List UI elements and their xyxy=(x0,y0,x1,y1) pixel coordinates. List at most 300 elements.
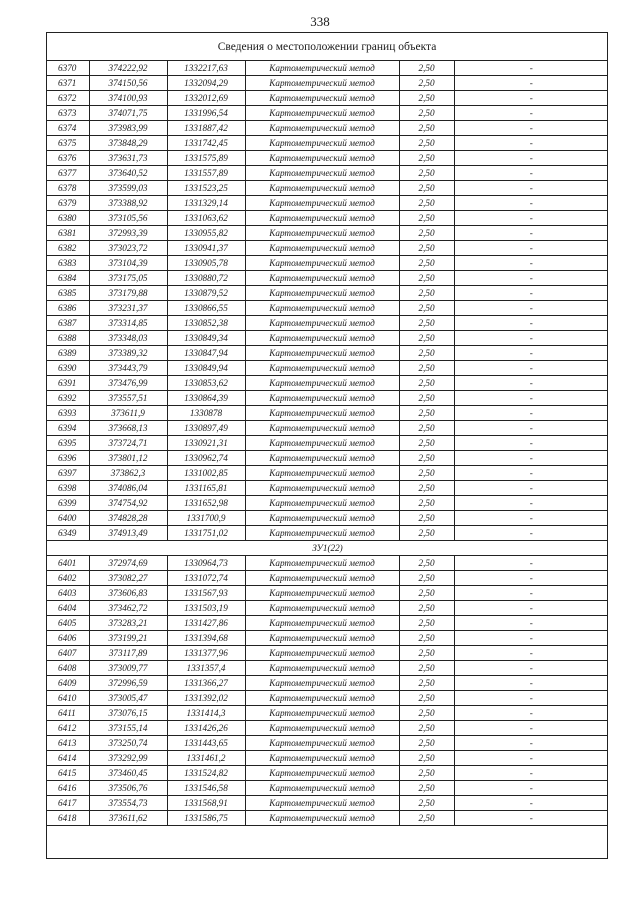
cell-method: Картометрический метод xyxy=(245,481,399,496)
cell-y-coordinate: 1330955,82 xyxy=(167,226,245,241)
cell-method: Картометрический метод xyxy=(245,76,399,91)
cell-point-number: 6410 xyxy=(47,691,89,706)
cell-x-coordinate: 373292,99 xyxy=(89,751,167,766)
cell-method: Картометрический метод xyxy=(245,496,399,511)
table-row xyxy=(47,61,608,76)
cell-point-number: 6402 xyxy=(47,571,89,586)
cell-y-coordinate: 1331443,65 xyxy=(167,736,245,751)
table-row xyxy=(47,511,608,526)
cell-accuracy: 2,50 xyxy=(399,751,454,766)
cell-y-coordinate: 1331887,42 xyxy=(167,121,245,136)
cell-method: Картометрический метод xyxy=(245,706,399,721)
cell-accuracy: 2,50 xyxy=(399,241,454,256)
cell-description: - xyxy=(454,721,608,736)
table-row xyxy=(47,421,608,436)
cell-y-coordinate: 1330905,78 xyxy=(167,256,245,271)
cell-x-coordinate: 373983,99 xyxy=(89,121,167,136)
cell-y-coordinate: 1331503,19 xyxy=(167,601,245,616)
cell-accuracy: 2,50 xyxy=(399,406,454,421)
cell-description: - xyxy=(454,91,608,106)
cell-description: - xyxy=(454,496,608,511)
cell-accuracy: 2,50 xyxy=(399,676,454,691)
cell-accuracy: 2,50 xyxy=(399,151,454,166)
cell-description: - xyxy=(454,196,608,211)
cell-accuracy: 2,50 xyxy=(399,436,454,451)
cell-method: Картометрический метод xyxy=(245,781,399,796)
cell-accuracy: 2,50 xyxy=(399,196,454,211)
table-row xyxy=(47,481,608,496)
cell-method: Картометрический метод xyxy=(245,526,399,541)
cell-point-number: 6385 xyxy=(47,286,89,301)
cell-point-number: 6388 xyxy=(47,331,89,346)
table-row xyxy=(47,646,608,661)
cell-x-coordinate: 373631,73 xyxy=(89,151,167,166)
cell-description: - xyxy=(454,376,608,391)
cell-accuracy: 2,50 xyxy=(399,331,454,346)
cell-y-coordinate: 1330853,62 xyxy=(167,376,245,391)
cell-description: - xyxy=(454,151,608,166)
cell-x-coordinate: 373104,39 xyxy=(89,256,167,271)
cell-point-number: 6374 xyxy=(47,121,89,136)
cell-y-coordinate: 1330847,94 xyxy=(167,346,245,361)
cell-y-coordinate: 1331557,89 xyxy=(167,166,245,181)
cell-description: - xyxy=(454,286,608,301)
cell-y-coordinate: 1331461,2 xyxy=(167,751,245,766)
cell-description: - xyxy=(454,811,608,826)
cell-accuracy: 2,50 xyxy=(399,361,454,376)
cell-accuracy: 2,50 xyxy=(399,226,454,241)
cell-point-number: 6407 xyxy=(47,646,89,661)
cell-x-coordinate: 373506,76 xyxy=(89,781,167,796)
cell-x-coordinate: 373862,3 xyxy=(89,466,167,481)
cell-x-coordinate: 373283,21 xyxy=(89,616,167,631)
cell-x-coordinate: 372996,59 xyxy=(89,676,167,691)
cell-accuracy: 2,50 xyxy=(399,301,454,316)
cell-x-coordinate: 374913,49 xyxy=(89,526,167,541)
table-row xyxy=(47,796,608,811)
table-row xyxy=(47,436,608,451)
cell-point-number: 6382 xyxy=(47,241,89,256)
cell-method: Картометрический метод xyxy=(245,646,399,661)
cell-method: Картометрический метод xyxy=(245,466,399,481)
cell-point-number: 6373 xyxy=(47,106,89,121)
cell-method: Картометрический метод xyxy=(245,751,399,766)
cell-y-coordinate: 1330879,52 xyxy=(167,286,245,301)
cell-point-number: 6398 xyxy=(47,481,89,496)
cell-x-coordinate: 373175,05 xyxy=(89,271,167,286)
cell-y-coordinate: 1332094,29 xyxy=(167,76,245,91)
table-row xyxy=(47,496,608,511)
cell-accuracy: 2,50 xyxy=(399,661,454,676)
cell-x-coordinate: 373554,73 xyxy=(89,796,167,811)
cell-y-coordinate: 1330897,49 xyxy=(167,421,245,436)
cell-point-number: 6413 xyxy=(47,736,89,751)
cell-accuracy: 2,50 xyxy=(399,691,454,706)
table-row xyxy=(47,151,608,166)
cell-method: Картометрический метод xyxy=(245,676,399,691)
cell-y-coordinate: 1330880,72 xyxy=(167,271,245,286)
cell-method: Картометрический метод xyxy=(245,241,399,256)
cell-description: - xyxy=(454,391,608,406)
cell-point-number: 6393 xyxy=(47,406,89,421)
cell-y-coordinate: 1330849,94 xyxy=(167,361,245,376)
cell-point-number: 6383 xyxy=(47,256,89,271)
cell-x-coordinate: 374828,28 xyxy=(89,511,167,526)
table-row xyxy=(47,181,608,196)
cell-method: Картометрический метод xyxy=(245,811,399,826)
cell-description: - xyxy=(454,586,608,601)
cell-point-number: 6397 xyxy=(47,466,89,481)
cell-x-coordinate: 373314,85 xyxy=(89,316,167,331)
cell-accuracy: 2,50 xyxy=(399,781,454,796)
cell-y-coordinate: 1330852,38 xyxy=(167,316,245,331)
cell-point-number: 6400 xyxy=(47,511,89,526)
cell-accuracy: 2,50 xyxy=(399,106,454,121)
cell-x-coordinate: 373599,03 xyxy=(89,181,167,196)
table-row xyxy=(47,751,608,766)
cell-description: - xyxy=(454,466,608,481)
cell-method: Картометрический метод xyxy=(245,436,399,451)
cell-point-number: 6376 xyxy=(47,151,89,166)
cell-accuracy: 2,50 xyxy=(399,631,454,646)
cell-y-coordinate: 1331568,91 xyxy=(167,796,245,811)
cell-method: Картометрический метод xyxy=(245,166,399,181)
cell-y-coordinate: 1331063,62 xyxy=(167,211,245,226)
cell-point-number: 6390 xyxy=(47,361,89,376)
cell-method: Картометрический метод xyxy=(245,361,399,376)
table-row xyxy=(47,451,608,466)
cell-y-coordinate: 1330921,31 xyxy=(167,436,245,451)
table-row xyxy=(47,661,608,676)
table-row xyxy=(47,76,608,91)
table-row xyxy=(47,136,608,151)
cell-accuracy: 2,50 xyxy=(399,601,454,616)
cell-point-number: 6417 xyxy=(47,796,89,811)
cell-accuracy: 2,50 xyxy=(399,646,454,661)
table-row xyxy=(47,466,608,481)
cell-x-coordinate: 373640,52 xyxy=(89,166,167,181)
table-row xyxy=(47,256,608,271)
cell-description: - xyxy=(454,121,608,136)
cell-point-number: 6381 xyxy=(47,226,89,241)
cell-method: Картометрический метод xyxy=(245,451,399,466)
cell-x-coordinate: 373443,79 xyxy=(89,361,167,376)
cell-x-coordinate: 373611,9 xyxy=(89,406,167,421)
cell-accuracy: 2,50 xyxy=(399,526,454,541)
table-row xyxy=(47,631,608,646)
cell-x-coordinate: 374222,92 xyxy=(89,61,167,76)
cell-accuracy: 2,50 xyxy=(399,136,454,151)
table-row xyxy=(47,346,608,361)
cell-method: Картометрический метод xyxy=(245,586,399,601)
cell-description: - xyxy=(454,571,608,586)
cell-point-number: 6396 xyxy=(47,451,89,466)
cell-point-number: 6387 xyxy=(47,316,89,331)
cell-method: Картометрический метод xyxy=(245,406,399,421)
cell-y-coordinate: 1331377,96 xyxy=(167,646,245,661)
cell-y-coordinate: 1332217,63 xyxy=(167,61,245,76)
cell-x-coordinate: 373460,45 xyxy=(89,766,167,781)
table-row xyxy=(47,676,608,691)
cell-description: - xyxy=(454,226,608,241)
cell-method: Картометрический метод xyxy=(245,61,399,76)
table-row xyxy=(47,616,608,631)
cell-y-coordinate: 1331700,9 xyxy=(167,511,245,526)
cell-method: Картометрический метод xyxy=(245,121,399,136)
cell-description: - xyxy=(454,181,608,196)
cell-x-coordinate: 373250,74 xyxy=(89,736,167,751)
cell-point-number: 6389 xyxy=(47,346,89,361)
cell-method: Картометрический метод xyxy=(245,106,399,121)
cell-method: Картометрический метод xyxy=(245,301,399,316)
cell-accuracy: 2,50 xyxy=(399,91,454,106)
cell-point-number: 6416 xyxy=(47,781,89,796)
cell-y-coordinate: 1331165,81 xyxy=(167,481,245,496)
cell-accuracy: 2,50 xyxy=(399,721,454,736)
cell-x-coordinate: 372974,69 xyxy=(89,556,167,571)
cell-point-number: 6379 xyxy=(47,196,89,211)
cell-point-number: 6375 xyxy=(47,136,89,151)
cell-x-coordinate: 373117,89 xyxy=(89,646,167,661)
cell-point-number: 6394 xyxy=(47,421,89,436)
table-row xyxy=(47,166,608,181)
cell-description: - xyxy=(454,301,608,316)
cell-description: - xyxy=(454,511,608,526)
cell-x-coordinate: 373462,72 xyxy=(89,601,167,616)
cell-point-number: 6415 xyxy=(47,766,89,781)
cell-accuracy: 2,50 xyxy=(399,481,454,496)
cell-accuracy: 2,50 xyxy=(399,496,454,511)
cell-accuracy: 2,50 xyxy=(399,316,454,331)
cell-x-coordinate: 373005,47 xyxy=(89,691,167,706)
cell-description: - xyxy=(454,796,608,811)
cell-x-coordinate: 373724,71 xyxy=(89,436,167,451)
table-row xyxy=(47,286,608,301)
table-row xyxy=(47,526,608,541)
cell-accuracy: 2,50 xyxy=(399,211,454,226)
table-row xyxy=(47,811,608,826)
cell-description: - xyxy=(454,751,608,766)
section-row xyxy=(47,541,608,556)
cell-method: Картометрический метод xyxy=(245,796,399,811)
cell-description: - xyxy=(454,781,608,796)
cell-description: - xyxy=(454,601,608,616)
cell-y-coordinate: 1331524,82 xyxy=(167,766,245,781)
cell-y-coordinate: 1331392,02 xyxy=(167,691,245,706)
cell-x-coordinate: 374754,92 xyxy=(89,496,167,511)
cell-description: - xyxy=(454,676,608,691)
cell-accuracy: 2,50 xyxy=(399,766,454,781)
cell-accuracy: 2,50 xyxy=(399,76,454,91)
cell-accuracy: 2,50 xyxy=(399,181,454,196)
cell-y-coordinate: 1331586,75 xyxy=(167,811,245,826)
cell-point-number: 6412 xyxy=(47,721,89,736)
table-row xyxy=(47,691,608,706)
cell-description: - xyxy=(454,76,608,91)
cell-method: Картометрический метод xyxy=(245,196,399,211)
cell-description: - xyxy=(454,106,608,121)
cell-accuracy: 2,50 xyxy=(399,616,454,631)
cell-point-number: 6349 xyxy=(47,526,89,541)
cell-accuracy: 2,50 xyxy=(399,466,454,481)
cell-y-coordinate: 1331751,02 xyxy=(167,526,245,541)
table-row xyxy=(47,121,608,136)
cell-description: - xyxy=(454,646,608,661)
coordinates-table xyxy=(47,61,608,826)
cell-point-number: 6404 xyxy=(47,601,89,616)
table-row xyxy=(47,556,608,571)
cell-description: - xyxy=(454,661,608,676)
cell-method: Картометрический метод xyxy=(245,601,399,616)
cell-x-coordinate: 372993,39 xyxy=(89,226,167,241)
table-row xyxy=(47,301,608,316)
cell-point-number: 6386 xyxy=(47,301,89,316)
cell-method: Картометрический метод xyxy=(245,151,399,166)
cell-x-coordinate: 374150,56 xyxy=(89,76,167,91)
cell-method: Картометрический метод xyxy=(245,391,399,406)
cell-point-number: 6414 xyxy=(47,751,89,766)
cell-description: - xyxy=(454,481,608,496)
cell-description: - xyxy=(454,736,608,751)
cell-point-number: 6371 xyxy=(47,76,89,91)
cell-method: Картометрический метод xyxy=(245,631,399,646)
table-row xyxy=(47,226,608,241)
cell-point-number: 6409 xyxy=(47,676,89,691)
cell-x-coordinate: 373105,56 xyxy=(89,211,167,226)
cell-description: - xyxy=(454,421,608,436)
cell-y-coordinate: 1330878 xyxy=(167,406,245,421)
cell-x-coordinate: 373848,29 xyxy=(89,136,167,151)
cell-x-coordinate: 373179,88 xyxy=(89,286,167,301)
cell-x-coordinate: 373023,72 xyxy=(89,241,167,256)
cell-y-coordinate: 1331996,54 xyxy=(167,106,245,121)
boundary-table-frame xyxy=(46,32,608,859)
cell-description: - xyxy=(454,361,608,376)
table-row xyxy=(47,271,608,286)
cell-method: Картометрический метод xyxy=(245,721,399,736)
cell-method: Картометрический метод xyxy=(245,616,399,631)
cell-x-coordinate: 373009,77 xyxy=(89,661,167,676)
cell-description: - xyxy=(454,346,608,361)
table-row xyxy=(47,106,608,121)
cell-accuracy: 2,50 xyxy=(399,811,454,826)
cell-accuracy: 2,50 xyxy=(399,61,454,76)
cell-point-number: 6384 xyxy=(47,271,89,286)
cell-description: - xyxy=(454,61,608,76)
table-row xyxy=(47,196,608,211)
cell-x-coordinate: 373199,21 xyxy=(89,631,167,646)
cell-method: Картометрический метод xyxy=(245,766,399,781)
table-row xyxy=(47,601,608,616)
cell-description: - xyxy=(454,556,608,571)
cell-point-number: 6406 xyxy=(47,631,89,646)
coordinates-table-body xyxy=(47,61,608,826)
cell-accuracy: 2,50 xyxy=(399,421,454,436)
table-row xyxy=(47,376,608,391)
cell-y-coordinate: 1330962,74 xyxy=(167,451,245,466)
cell-point-number: 6408 xyxy=(47,661,89,676)
table-row xyxy=(47,781,608,796)
table-row xyxy=(47,241,608,256)
cell-point-number: 6405 xyxy=(47,616,89,631)
cell-description: - xyxy=(454,256,608,271)
cell-x-coordinate: 373476,99 xyxy=(89,376,167,391)
cell-point-number: 6401 xyxy=(47,556,89,571)
cell-description: - xyxy=(454,406,608,421)
cell-accuracy: 2,50 xyxy=(399,556,454,571)
cell-description: - xyxy=(454,211,608,226)
cell-method: Картометрический метод xyxy=(245,226,399,241)
cell-description: - xyxy=(454,331,608,346)
cell-y-coordinate: 1331329,14 xyxy=(167,196,245,211)
cell-point-number: 6391 xyxy=(47,376,89,391)
cell-description: - xyxy=(454,691,608,706)
cell-method: Картометрический метод xyxy=(245,346,399,361)
cell-point-number: 6399 xyxy=(47,496,89,511)
cell-accuracy: 2,50 xyxy=(399,736,454,751)
cell-x-coordinate: 373389,32 xyxy=(89,346,167,361)
cell-description: - xyxy=(454,316,608,331)
cell-x-coordinate: 373668,13 xyxy=(89,421,167,436)
cell-point-number: 6370 xyxy=(47,61,89,76)
cell-y-coordinate: 1330849,34 xyxy=(167,331,245,346)
cell-x-coordinate: 374086,04 xyxy=(89,481,167,496)
cell-point-number: 6377 xyxy=(47,166,89,181)
cell-accuracy: 2,50 xyxy=(399,706,454,721)
table-title: Сведения о местоположении границ объекта xyxy=(47,33,607,61)
cell-point-number: 6418 xyxy=(47,811,89,826)
table-row xyxy=(47,406,608,421)
cell-x-coordinate: 373231,37 xyxy=(89,301,167,316)
table-row xyxy=(47,91,608,106)
table-row xyxy=(47,211,608,226)
cell-method: Картометрический метод xyxy=(245,136,399,151)
cell-description: - xyxy=(454,136,608,151)
cell-method: Картометрический метод xyxy=(245,571,399,586)
cell-accuracy: 2,50 xyxy=(399,511,454,526)
cell-y-coordinate: 1330941,37 xyxy=(167,241,245,256)
cell-y-coordinate: 1331427,86 xyxy=(167,616,245,631)
cell-x-coordinate: 373606,83 xyxy=(89,586,167,601)
cell-method: Картометрический метод xyxy=(245,181,399,196)
cell-y-coordinate: 1331357,4 xyxy=(167,661,245,676)
cell-point-number: 6411 xyxy=(47,706,89,721)
table-row xyxy=(47,721,608,736)
cell-description: - xyxy=(454,436,608,451)
cell-description: - xyxy=(454,271,608,286)
cell-method: Картометрический метод xyxy=(245,556,399,571)
table-row xyxy=(47,586,608,601)
cell-accuracy: 2,50 xyxy=(399,796,454,811)
table-row xyxy=(47,766,608,781)
table-row xyxy=(47,571,608,586)
cell-y-coordinate: 1331426,26 xyxy=(167,721,245,736)
cell-y-coordinate: 1331546,58 xyxy=(167,781,245,796)
cell-y-coordinate: 1330864,39 xyxy=(167,391,245,406)
cell-method: Картометрический метод xyxy=(245,211,399,226)
cell-description: - xyxy=(454,526,608,541)
cell-method: Картометрический метод xyxy=(245,316,399,331)
cell-accuracy: 2,50 xyxy=(399,376,454,391)
cell-y-coordinate: 1331575,89 xyxy=(167,151,245,166)
cell-y-coordinate: 1331523,25 xyxy=(167,181,245,196)
cell-x-coordinate: 373076,15 xyxy=(89,706,167,721)
cell-description: - xyxy=(454,631,608,646)
cell-y-coordinate: 1330866,55 xyxy=(167,301,245,316)
cell-point-number: 6403 xyxy=(47,586,89,601)
cell-accuracy: 2,50 xyxy=(399,571,454,586)
cell-accuracy: 2,50 xyxy=(399,391,454,406)
